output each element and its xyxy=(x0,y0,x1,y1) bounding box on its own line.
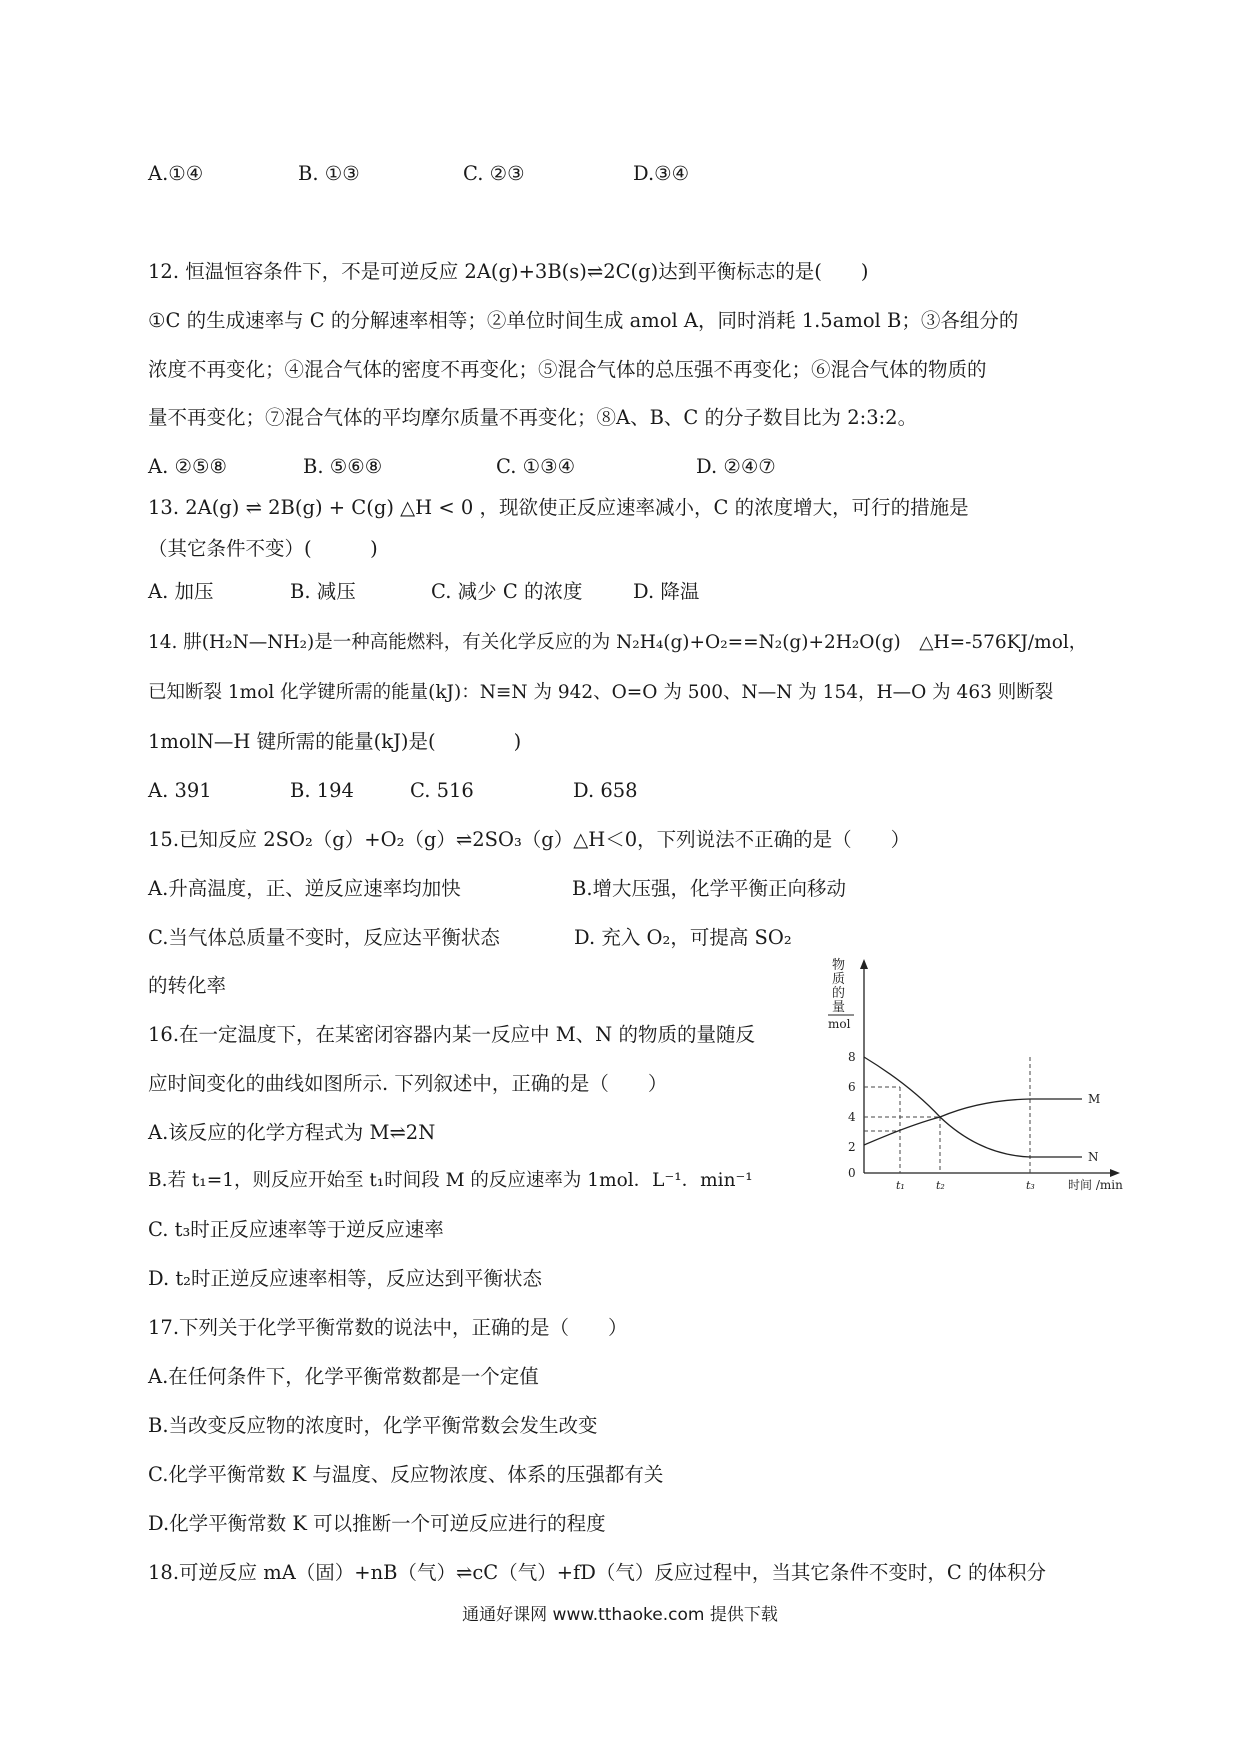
y-label-char: 量 xyxy=(832,1000,846,1015)
q13-stem: 13. 2A(g) ⇌ 2B(g) + C(g) △H < 0 ，现欲使正反应速率减小，C 的浓度增大，可行的措施是 xyxy=(148,496,969,519)
q16-stem: 16.在一定温度下，在某密闭容器内某一反应中 M、N 的物质的量随反 xyxy=(148,1023,755,1046)
q13-option-c: C. 减少 C 的浓度 xyxy=(431,580,583,603)
q14-option-c: C. 516 xyxy=(410,779,474,802)
q16-stem-cont: 应时间变化的曲线如图所示. 下列叙述中，正确的是（ ） xyxy=(148,1072,668,1095)
y-tick: 2 xyxy=(848,1140,856,1154)
q13-option-a: A. 加压 xyxy=(148,580,214,603)
q12-options xyxy=(148,453,848,481)
q16-option-a: A.该反应的化学方程式为 M⇌2N xyxy=(148,1121,436,1144)
x-axis-arrow xyxy=(1110,1169,1120,1177)
q11-option-b: B. ①③ xyxy=(298,162,360,185)
q14-option-b: B. 194 xyxy=(290,779,354,802)
q15-option-d-cont: 的转化率 xyxy=(148,974,227,997)
q12-option-a: A. ②⑤⑧ xyxy=(148,455,227,478)
q18-stem: 18.可逆反应 mA（固）+nB（气）⇌cC（气）+fD（气）反应过程中，当其它条件不变时，C 的体积分 xyxy=(148,1561,1047,1584)
q17-option-c: C.化学平衡常数 K 与温度、反应物浓度、体系的压强都有关 xyxy=(148,1463,664,1486)
q13-options xyxy=(148,578,848,606)
q16-option-c: C. t₃时正反应速率等于逆反应速率 xyxy=(148,1218,444,1241)
y-label-char: 质 xyxy=(832,972,846,987)
y-tick: 0 xyxy=(848,1166,856,1180)
q17-option-b: B.当改变反应物的浓度时，化学平衡常数会发生改变 xyxy=(148,1414,598,1437)
y-label-char: 的 xyxy=(832,986,846,1001)
page-footer: 通通好课网 www.tthaoke.com 提供下载 xyxy=(462,1605,778,1625)
q13-option-d: D. 降温 xyxy=(633,580,700,603)
y-tick: 8 xyxy=(848,1050,856,1064)
q11-option-d: D.③④ xyxy=(633,162,690,185)
x-tick: t₃ xyxy=(1026,1179,1035,1192)
series-m-label: M xyxy=(1088,1092,1101,1106)
q12-option-d: D. ②④⑦ xyxy=(696,455,776,478)
q11-option-a: A.①④ xyxy=(148,162,204,185)
q16-option-d: D. t₂时正逆反应速率相等，反应达到平衡状态 xyxy=(148,1267,542,1290)
y-tick: 4 xyxy=(848,1110,856,1124)
q16-option-b: B.若 t₁=1，则反应开始至 t₁时间段 M 的反应速率为 1mol．L⁻¹．min⁻¹ xyxy=(148,1170,753,1191)
q12-body-line: 量不再变化；⑦混合气体的平均摩尔质量不再变化；⑧A、B、C 的分子数目比为 2:3:2。 xyxy=(148,406,918,429)
q14-options xyxy=(148,777,848,805)
q17-option-a: A.在任何条件下，化学平衡常数都是一个定值 xyxy=(148,1365,539,1388)
q15-option-b: B.增大压强，化学平衡正向移动 xyxy=(572,877,847,900)
x-tick: t₁ xyxy=(896,1179,905,1192)
q17-stem: 17.下列关于化学平衡常数的说法中，正确的是（ ） xyxy=(148,1316,628,1339)
curve-m xyxy=(864,1099,1082,1145)
q14-line: 14. 肼(H₂N—NH₂)是一种高能燃料，有关化学反应的为 N₂H₄(g)+O₂==N₂(g)+2H₂O(g) △H=-576KJ/mol， xyxy=(148,632,1088,653)
q13-stem-cont: （其它条件不变）( ) xyxy=(148,537,378,560)
q12-body-line: ①C 的生成速率与 C 的分解速率相等；②单位时间生成 amol A，同时消耗 1.5amol B；③各组分的 xyxy=(148,309,1019,332)
q11-option-c: C. ②③ xyxy=(463,162,525,185)
q12-body-line: 浓度不再变化；④混合气体的密度不再变化；⑤混合气体的总压强不再变化；⑥混合气体的物质的 xyxy=(148,358,987,381)
q15-stem: 15.已知反应 2SO₂（g）+O₂（g）⇌2SO₃（g）△H＜0，下列说法不正确的是（ ） xyxy=(148,828,911,851)
q12-option-b: B. ⑤⑥⑧ xyxy=(303,455,383,478)
q12-stem: 12. 恒温恒容条件下，不是可逆反应 2A(g)+3B(s)⇌2C(g)达到平衡标志的是( ) xyxy=(148,260,869,283)
q14-line: 已知断裂 1mol 化学键所需的能量(kJ)：N≡N 为 942、O=O 为 500、N—N 为 154，H—O 为 463 则断裂 xyxy=(148,682,1054,703)
x-tick: t₂ xyxy=(936,1179,945,1192)
series-n-label: N xyxy=(1088,1150,1099,1164)
q13-option-b: B. 减压 xyxy=(290,580,356,603)
curve-n xyxy=(864,1057,1082,1157)
q14-option-d: D. 658 xyxy=(573,779,638,802)
q15-option-d: D. 充入 O₂，可提高 SO₂ xyxy=(574,926,792,949)
q15-option-a: A.升高温度，正、逆反应速率均加快 xyxy=(148,877,461,900)
q11-options xyxy=(148,160,848,188)
q14-option-a: A. 391 xyxy=(148,779,212,802)
y-tick: 6 xyxy=(848,1080,856,1094)
y-label-char: 物 xyxy=(832,958,846,973)
q17-option-d: D.化学平衡常数 K 可以推断一个可逆反应进行的程度 xyxy=(148,1512,606,1535)
q15-option-c: C.当气体总质量不变时，反应达平衡状态 xyxy=(148,926,500,949)
x-label: 时间 /min xyxy=(1068,1178,1123,1192)
q12-option-c: C. ①③④ xyxy=(496,455,576,478)
y-unit: mol xyxy=(828,1017,851,1031)
mn-amount-time-graph xyxy=(820,955,1140,1195)
q14-line: 1molN—H 键所需的能量(kJ)是( ) xyxy=(148,730,522,753)
y-axis-arrow xyxy=(860,959,868,969)
